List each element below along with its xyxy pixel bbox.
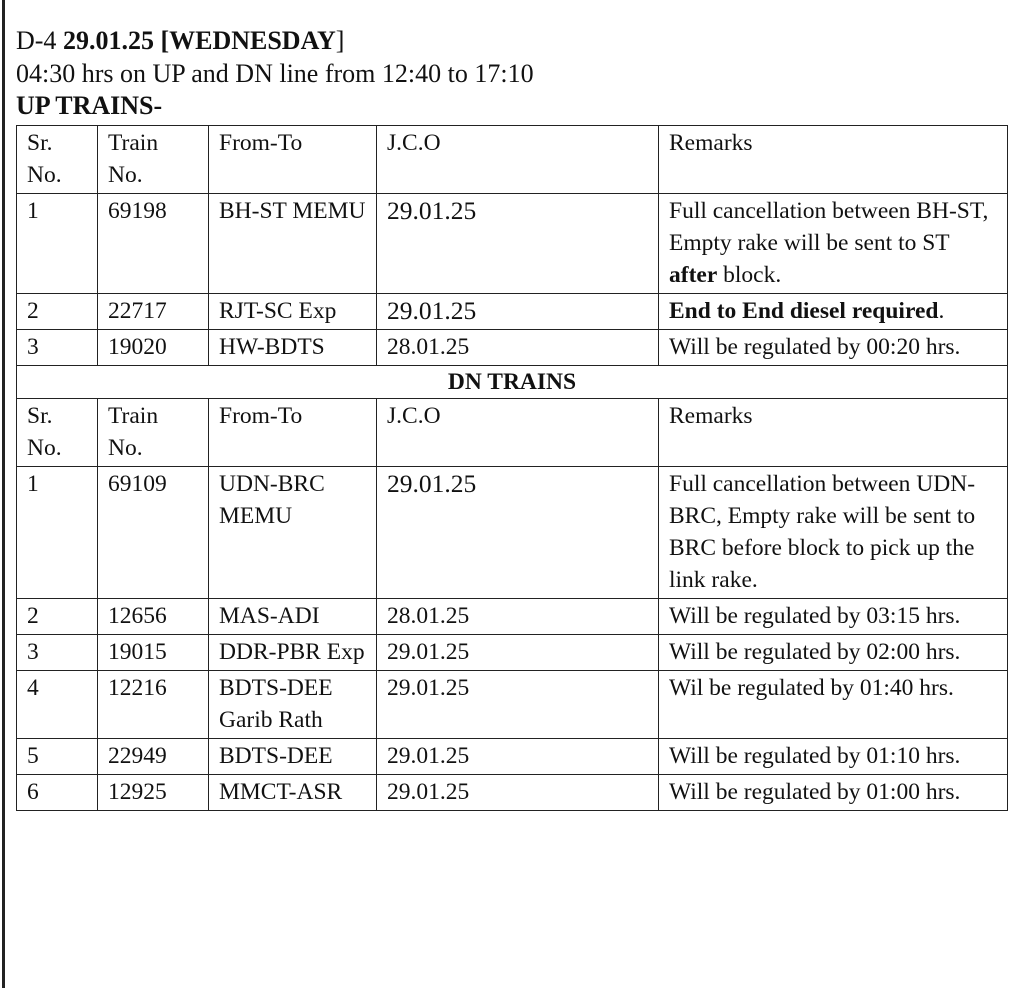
remark-text: block. [717,262,782,288]
remark-text: Wil be regulated by 01:40 hrs. [669,675,954,701]
sr-cell: 2 [17,294,98,330]
remark-text: Will be regulated by 02:00 hrs. [669,639,961,665]
document-title [16,25,344,57]
remark-text: Will be regulated by 00:20 hrs. [669,334,961,360]
column-header: Train No. [98,126,209,194]
column-header: From-To [209,126,377,194]
from-to-cell: BH-ST MEMU [209,194,377,294]
column-header: J.C.O [377,126,659,194]
remarks-cell [659,739,1008,775]
column-header: Remarks [659,126,1008,194]
remark-text: End to End diesel required [669,298,939,324]
column-header: From-To [209,399,377,467]
jco-cell: 29.01.25 [377,775,659,811]
from-to-cell: MAS-ADI [209,599,377,635]
block-info: 04:30 hrs on UP and DN line from 12:40 to 17:10 [16,59,534,88]
trains-table [16,125,1008,811]
table-row [17,294,1008,330]
table-row [17,671,1008,739]
table-row [17,599,1008,635]
jco-cell: 29.01.25 [377,194,659,294]
train-cell: 69198 [98,194,209,294]
table-row [17,330,1008,366]
block-date: 29.01.25 [62,26,154,55]
jco-cell: 28.01.25 [377,330,659,366]
remarks-cell [659,467,1008,599]
jco-cell: 29.01.25 [377,671,659,739]
left-margin-rule [2,0,5,988]
sr-cell: 3 [17,330,98,366]
train-cell: 69109 [98,467,209,599]
from-to-cell: MMCT-ASR [209,775,377,811]
sr-cell: 1 [17,467,98,599]
table-row [17,739,1008,775]
remarks-cell [659,599,1008,635]
from-to-cell: RJT-SC Exp [209,294,377,330]
remark-text: Full cancellation between BH-ST, Empty rake will be sent to ST [669,198,989,256]
remark-text: Full cancellation between UDN-BRC, Empty rake will be sent to BRC before block to pick up the link rake. [669,471,976,593]
remark-text: Will be regulated by 01:00 hrs. [669,779,961,805]
remarks-cell [659,775,1008,811]
column-header: Train No. [98,399,209,467]
block-code: D-4 [16,26,63,55]
remarks-cell [659,671,1008,739]
jco-cell: 29.01.25 [377,294,659,330]
jco-cell: 29.01.25 [377,635,659,671]
remarks-cell [659,635,1008,671]
sr-cell: 1 [17,194,98,294]
table-row [17,635,1008,671]
block-day: [WEDNESDAY [160,26,336,55]
remarks-cell [659,330,1008,366]
remarks-cell [659,194,1008,294]
train-cell: 12216 [98,671,209,739]
column-header: Remarks [659,399,1008,467]
train-cell: 22949 [98,739,209,775]
table-row [17,194,1008,294]
table-header-row [17,399,1008,467]
train-cell: 12656 [98,599,209,635]
table-row [17,467,1008,599]
column-header: Sr. No. [17,399,98,467]
from-to-cell: DDR-PBR Exp [209,635,377,671]
jco-cell: 29.01.25 [377,739,659,775]
from-to-cell: UDN-BRC MEMU [209,467,377,599]
train-cell: 12925 [98,775,209,811]
sr-cell: 3 [17,635,98,671]
column-header: J.C.O [377,399,659,467]
from-to-cell: BDTS-DEE [209,739,377,775]
sr-cell: 2 [17,599,98,635]
remark-text: . [938,298,945,324]
train-cell: 22717 [98,294,209,330]
from-to-cell: HW-BDTS [209,330,377,366]
dn-section-row [17,366,1008,399]
remark-text: Will be regulated by 01:10 hrs. [669,743,961,769]
sr-cell: 4 [17,671,98,739]
sr-cell: 6 [17,775,98,811]
table-row [17,775,1008,811]
dn-trains-title: DN TRAINS [17,366,1008,399]
from-to-cell: BDTS-DEE Garib Rath [209,671,377,739]
column-header: Sr. No. [17,126,98,194]
jco-cell: 29.01.25 [377,467,659,599]
remarks-cell [659,294,1008,330]
train-cell: 19015 [98,635,209,671]
remark-text: Will be regulated by 03:15 hrs. [669,603,961,629]
up-trains-title: UP TRAINS- [16,91,163,120]
table-header-row [17,126,1008,194]
remark-text: after [669,262,718,288]
jco-cell: 28.01.25 [377,599,659,635]
sr-cell: 5 [17,739,98,775]
train-cell: 19020 [98,330,209,366]
bracket: ] [335,26,345,55]
